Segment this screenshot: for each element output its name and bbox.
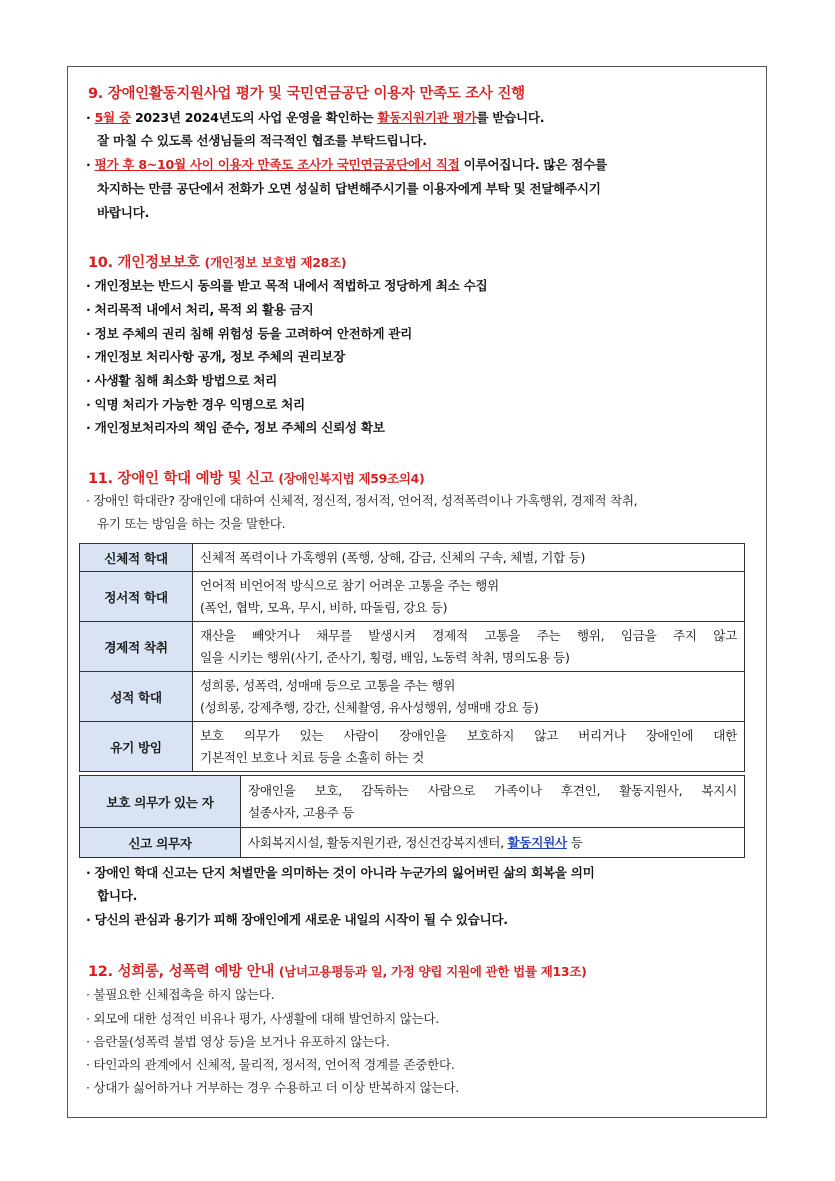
privacy-item: · 개인정보는 반드시 동의를 받고 목적 내에서 적법하고 정당하게 최소 수집 [86,278,488,293]
privacy-item: · 정보 주체의 권리 침해 위험성 등을 고려하여 안전하게 관리 [86,326,413,341]
section-9-line-2: 잘 마칠 수 있도록 선생님들의 적극적인 협조를 부탁드립니다. [97,133,427,148]
abuse-type-label: 경제적 착취 [80,622,193,672]
harassment-item: · 음란물(성폭력 불법 영상 등)을 보거나 유포하지 않는다. [86,1034,390,1049]
abuse-note-2: 합니다. [97,888,138,903]
section-10-title: 10. 개인정보보호 (개인정보 보호법 제28조) [88,255,347,271]
duty-desc: 사회복지시설, 활동지원기관, 정신건강복지센터, 활동지원사 등 [241,828,745,858]
section-9-line-1: · 5월 중 2023년 2024년도의 사업 운영을 확인하는 활동지원기관 평가를 받습니다. [86,110,545,125]
table-row [80,828,745,858]
table-row [80,776,745,828]
duty-label: 신고 의무자 [80,828,241,858]
harassment-item: · 상대가 싫어하거나 거부하는 경우 수용하고 더 이상 반복하지 않는다. [86,1080,459,1095]
table-row [80,622,745,672]
duty-label: 보호 의무가 있는 자 [80,776,241,828]
abuse-type-label: 성적 학대 [80,672,193,722]
abuse-types-table [79,543,745,772]
section-9-line-4: 차지하는 만큼 공단에서 전화가 오면 성실히 답변해주시기를 이용자에게 부탁 및 전달해주시기 [97,181,601,196]
table-row [80,544,745,572]
abuse-type-label: 신체적 학대 [80,544,193,572]
abuse-type-desc: 재산을 빼앗거나 채무를 발생시켜 경제적 고통을 주는 행위, 임금을 주지 않고 일을 시키는 행위(사기, 준사기, 횡령, 배임, 노동력 착취, 명의도용 등) [193,622,745,672]
privacy-item: · 익명 처리가 가능한 경우 익명으로 처리 [86,397,305,412]
abuse-intro-cont: 유기 또는 방임을 하는 것을 말한다. [97,516,286,531]
table-row [80,722,745,772]
privacy-item: · 처리목적 내에서 처리, 목적 외 활용 금지 [86,302,314,317]
harassment-item: · 외모에 대한 성적인 비유나 평가, 사생활에 대해 발언하지 않는다. [86,1011,439,1026]
privacy-item: · 개인정보 처리사항 공개, 정보 주체의 권리보장 [86,349,345,364]
privacy-item: · 개인정보처리자의 책임 준수, 정보 주체의 신뢰성 확보 [86,420,385,435]
privacy-item: · 사생활 침해 최소화 방법으로 처리 [86,373,278,388]
abuse-type-desc: 성희롱, 성폭력, 성매매 등으로 고통을 주는 행위 (성희롱, 강제추행, 강간, 신체촬영, 유사성행위, 성매매 강요 등) [193,672,745,722]
harassment-item: · 불필요한 신체접촉을 하지 않는다. [86,987,275,1002]
abuse-intro: · 장애인 학대란? 장애인에 대하여 신체적, 정신적, 정서적, 언어적, 성적폭력이나 가혹행위, 경제적 착취, [86,493,638,508]
abuse-type-desc: 보호 의무가 있는 사람이 장애인을 보호하지 않고 버리거나 장애인에 대한 기본적인 보호나 치료 등을 소홀히 하는 것 [193,722,745,772]
table-row [80,572,745,622]
abuse-type-label: 정서적 학대 [80,572,193,622]
section-9-line-3: · 평가 후 8~10월 사이 이용자 만족도 조사가 국민연금공단에서 직접 이루어집니다. 많은 점수를 [86,157,607,172]
section-11-title: 11. 장애인 학대 예방 및 신고 (장애인복지법 제59조의4) [88,471,425,487]
abuse-note-1: · 장애인 학대 신고는 단지 처벌만을 의미하는 것이 아니라 누군가의 잃어버린 삶의 회복을 의미 [86,865,595,880]
duty-table [79,775,745,858]
duty-desc: 장애인을 보호, 감독하는 사람으로 가족이나 후견인, 활동지원사, 복지시 설종사자, 고용주 등 [241,776,745,828]
section-12-title: 12. 성희롱, 성폭력 예방 안내 (남녀고용평등과 일, 가정 양립 지원에 관한 법률 제13조) [88,964,587,980]
abuse-type-desc: 언어적 비언어적 방식으로 참기 어려운 고통을 주는 행위 (폭언, 협박, 모욕, 무시, 비하, 따돌림, 강요 등) [193,572,745,622]
abuse-type-desc: 신체적 폭력이나 가혹행위 (폭행, 상해, 감금, 신체의 구속, 체벌, 기합 등) [193,544,745,572]
section-9-line-5: 바랍니다. [97,205,149,220]
harassment-item: · 타인과의 관계에서 신체적, 물리적, 정서적, 언어적 경계를 존중한다. [86,1057,455,1072]
section-9-title: 9. 장애인활동지원사업 평가 및 국민연금공단 이용자 만족도 조사 진행 [88,86,525,102]
table-row [80,672,745,722]
abuse-note-3: · 당신의 관심과 용기가 피해 장애인에게 새로운 내일의 시작이 될 수 있습니다. [86,912,508,927]
abuse-type-label: 유기 방임 [80,722,193,772]
